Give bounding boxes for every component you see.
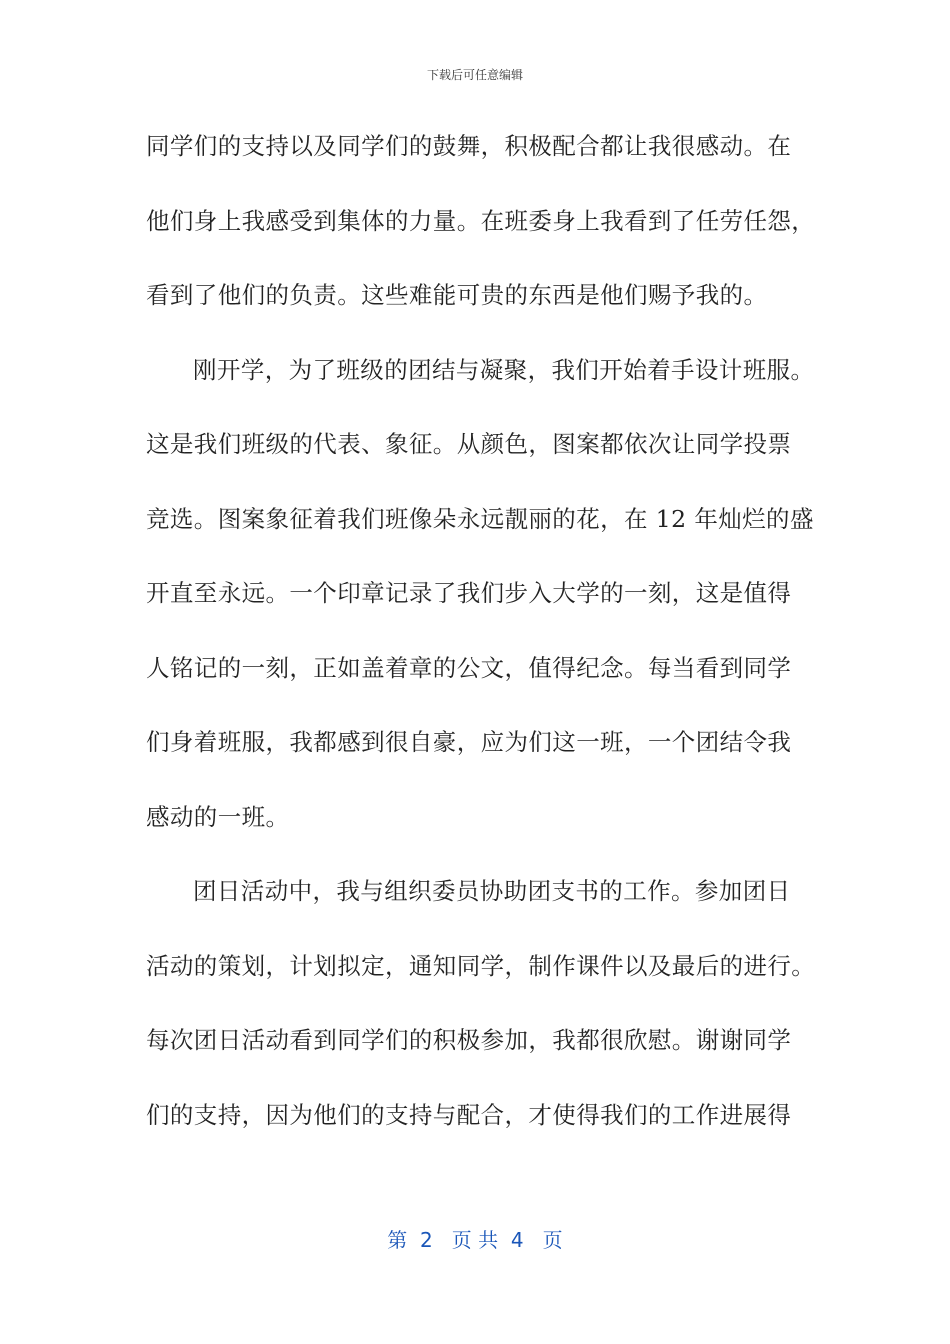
- document-body: [146, 128, 826, 1171]
- paragraph-start-line: 团日活动中，我与组织委员协助团支书的工作。参加团日: [193, 877, 791, 905]
- text-line: 们身着班服，我都感到很自豪，应为们这一班，一个团结令我: [146, 728, 792, 756]
- text-line: 竞选。图案象征着我们班像朵永远靓丽的花，在 12 年灿烂的盛: [146, 504, 814, 533]
- text-line: 人铭记的一刻，正如盖着章的公文，值得纪念。每当看到同学: [146, 653, 792, 682]
- text-line: 感动的一班。: [146, 802, 290, 831]
- text-line: 每次团日活动看到同学们的积极参加，我都很欣慰。谢谢同学: [146, 1026, 792, 1054]
- page-header: 下载后可任意编辑: [426, 68, 523, 82]
- text-line: 同学们的支持以及同学们的鼓舞，积极配合都让我很感动。在: [146, 132, 792, 160]
- text-line: 看到了他们的负责。这些难能可贵的东西是他们赐予我的。: [146, 281, 768, 309]
- text-line: 这是我们班级的代表、象征。从颜色，图案都依次让同学投票: [146, 430, 792, 458]
- paragraph-start-line: 刚开学，为了班级的团结与凝聚，我们开始着手设计班服。: [193, 355, 815, 384]
- page-number-footer: 第 2 页 共 4 页: [387, 1228, 563, 1252]
- text-line: 他们身上我感受到集体的力量。在班委身上我看到了任劳任怨，: [146, 206, 816, 235]
- text-line: 们的支持，因为他们的支持与配合，才使得我们的工作进展得: [146, 1100, 792, 1129]
- text-line: 活动的策划，计划拟定，通知同学，制作课件以及最后的进行。: [146, 951, 816, 980]
- text-line: 开直至永远。一个印章记录了我们步入大学的一刻，这是值得: [146, 579, 792, 607]
